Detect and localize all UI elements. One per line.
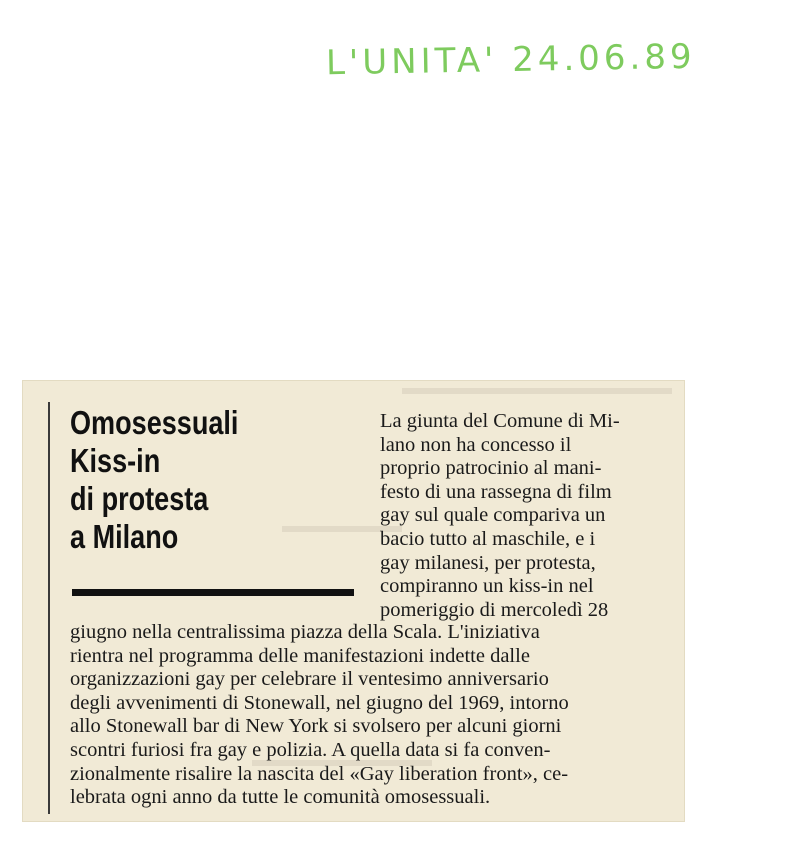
body-line: pomeriggio di mercoledì 28	[380, 598, 609, 621]
body-line: allo Stonewall bar di New York si svolsero per alcuni giorni	[70, 715, 562, 738]
bleed-through-mark	[402, 388, 672, 394]
body-line: scontri furiosi fra gay e polizia. A quella data si fa conven-	[70, 738, 551, 761]
body-line: compiranno un kiss-in nel	[380, 575, 594, 598]
body-line: proprio patrocinio al mani-	[380, 457, 602, 480]
headline-line: Omosessuali	[70, 404, 239, 441]
body-line: organizzazioni gay per celebrare il ventesimo anniversario	[70, 668, 549, 691]
body-line: lebrata ogni anno da tutte le comunità omosessuali.	[70, 786, 491, 809]
article-headline	[70, 404, 332, 556]
body-line: festo di una rassegna di film	[380, 480, 612, 503]
newspaper-clipping	[22, 380, 685, 822]
body-line: degli avvenimenti di Stonewall, nel giugno del 1969, intorno	[70, 691, 569, 714]
headline-line: di protesta	[70, 480, 209, 517]
column-rule	[48, 402, 50, 814]
article-body-right-column	[380, 410, 682, 622]
body-line: zionalmente risalire la nascita del «Gay liberation front», ce-	[70, 762, 569, 785]
headline-line: a Milano	[70, 518, 179, 555]
body-line: rientra nel programma delle manifestazioni indette dalle	[70, 644, 530, 667]
body-line: gay sul quale compariva un	[380, 504, 606, 527]
handwritten-date-annotation: L'UNITA' 24.06.89	[325, 36, 696, 84]
article-body-full-width	[70, 621, 690, 810]
body-line: lano non ha concesso il	[380, 433, 572, 456]
headline-line: Kiss-in	[70, 442, 161, 479]
headline-underline-bar	[72, 589, 354, 596]
body-line: La giunta del Comune di Mi-	[380, 410, 620, 432]
body-line: giugno nella centralissima piazza della Scala. L'iniziativa	[70, 621, 540, 643]
body-line: bacio tutto al maschile, e i	[380, 527, 596, 550]
body-line: gay milanesi, per protesta,	[380, 551, 596, 574]
